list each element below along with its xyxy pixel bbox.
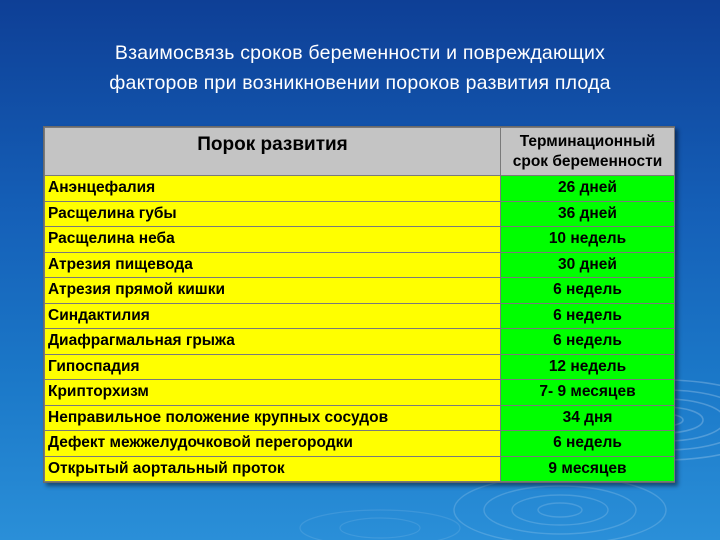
header-term [501, 128, 675, 176]
term-cell: 6 недель [501, 329, 675, 355]
slide-title-line-1: Взаимосвязь сроков беременности и повреждающих [114, 42, 606, 64]
defect-cell: Крипторхизм [45, 380, 501, 406]
table-row [45, 227, 675, 253]
term-cell: 26 дней [501, 176, 675, 202]
term-cell: 12 недель [501, 354, 675, 380]
table-row [45, 456, 675, 482]
table-row [45, 278, 675, 304]
defects-table [44, 127, 675, 482]
term-cell: 34 дня [501, 405, 675, 431]
table-row [45, 303, 675, 329]
table-row [45, 354, 675, 380]
defect-cell: Анэнцефалия [45, 176, 501, 202]
defect-cell: Синдактилия [45, 303, 501, 329]
table-row [45, 380, 675, 406]
table-row [45, 405, 675, 431]
slide-title-line-2: факторов при возникновении пороков развития плода [109, 72, 611, 94]
defect-cell: Неправильное положение крупных сосудов [45, 405, 501, 431]
slide-title [20, 38, 700, 98]
term-cell: 6 недель [501, 303, 675, 329]
term-cell: 7- 9 месяцев [501, 380, 675, 406]
defect-cell: Расщелина губы [45, 201, 501, 227]
term-cell: 6 недель [501, 431, 675, 457]
table-header-row [45, 128, 675, 176]
header-defect: Порок развития [45, 128, 501, 176]
term-cell: 10 недель [501, 227, 675, 253]
table-row [45, 201, 675, 227]
header-term-line-1: Терминационный [519, 132, 656, 150]
defect-cell: Дефект межжелудочковой перегородки [45, 431, 501, 457]
table-row [45, 431, 675, 457]
defect-cell: Атрезия пищевода [45, 252, 501, 278]
defect-cell: Гипоспадия [45, 354, 501, 380]
term-cell: 6 недель [501, 278, 675, 304]
table-row [45, 176, 675, 202]
defect-cell: Расщелина неба [45, 227, 501, 253]
table-row [45, 252, 675, 278]
defect-cell: Атрезия прямой кишки [45, 278, 501, 304]
term-cell: 30 дней [501, 252, 675, 278]
defect-cell: Диафрагмальная грыжа [45, 329, 501, 355]
term-cell: 9 месяцев [501, 456, 675, 482]
defect-cell: Открытый аортальный проток [45, 456, 501, 482]
header-term-line-2: срок беременности [512, 152, 663, 170]
defects-table-container [43, 126, 675, 483]
term-cell: 36 дней [501, 201, 675, 227]
table-row [45, 329, 675, 355]
